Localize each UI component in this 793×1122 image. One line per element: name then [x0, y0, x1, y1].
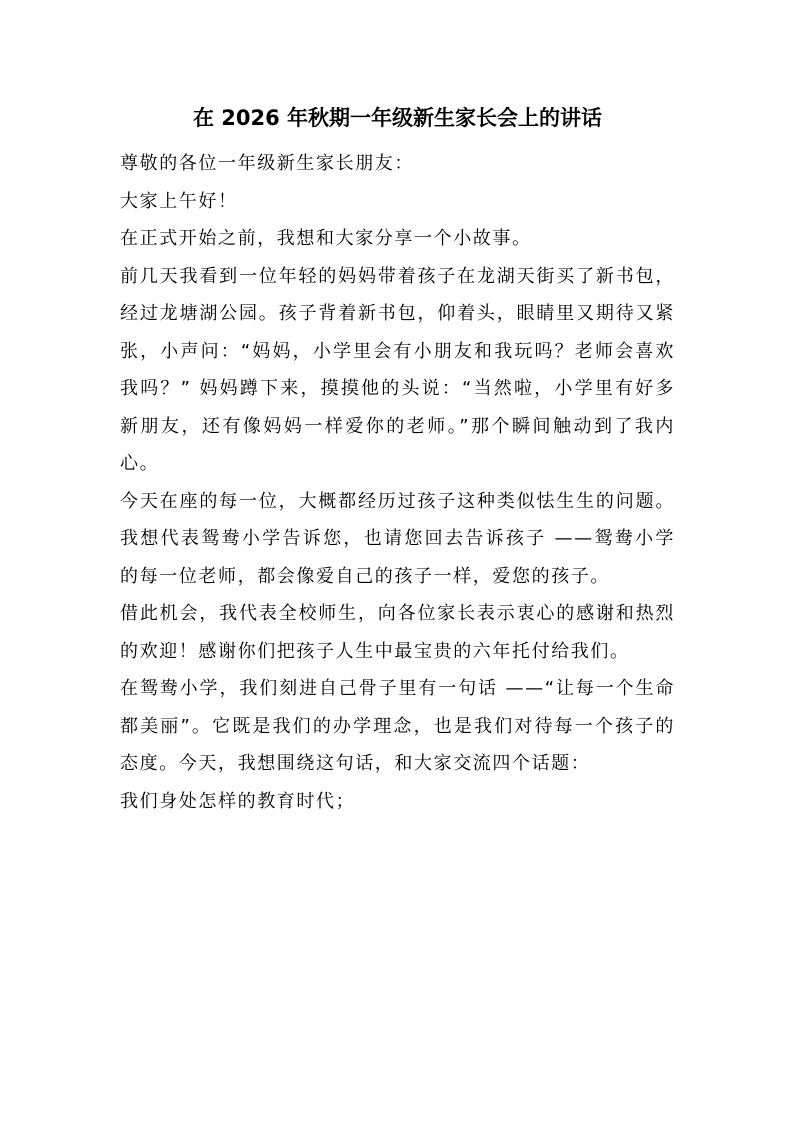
- paragraph-motto: 在鸳鸯小学，我们刻进自己骨子里有一句话 ——“让每一个生命都美丽”。它既是我们的办学理念，也是我们对待每一个孩子的态度。今天，我想围绕这句话，和大家交流四个话题：: [120, 678, 675, 774]
- paragraph-topic-1: 我们身处怎样的教育时代；: [120, 790, 356, 812]
- paragraph-intro: 在正式开始之前，我想和大家分享一个小故事。: [120, 228, 532, 249]
- paragraph-thanks: 借此机会，我代表全校师生，向各位家长表示衷心的感谢和热烈的欢迎！感谢你们把孩子人生中最宝贵的六年托付给我们。: [120, 603, 675, 662]
- paragraph-promise: 今天在座的每一位，大概都经历过孩子这种类似怯生生的问题。我想代表鸳鸯小学告诉您，也请您回去告诉孩子 ——鸳鸯小学的每一位老师，都会像爱自己的孩子一样，爱您的孩子。: [120, 490, 675, 587]
- document-title: 在 2026 年秋期一年级新生家长会上的讲话: [192, 106, 603, 130]
- paragraph-story: 前几天我看到一位年轻的妈妈带着孩子在龙湖天街买了新书包，经过龙塘湖公园。孩子背着新书包，仰着头，眼睛里又期待又紧张，小声问：“妈妈，小学里会有小朋友和我玩吗？老师会喜欢我吗？” 妈妈蹲下来，摸摸他的头说：“当然啦，小学里有好多新朋友，还有像妈妈一样爱你的老师。”那个瞬间触动到了我内心。: [120, 265, 675, 474]
- paragraph-hello: 大家上午好！: [120, 190, 238, 212]
- paragraph-greeting: 尊敬的各位一年级新生家长朋友：: [120, 153, 414, 174]
